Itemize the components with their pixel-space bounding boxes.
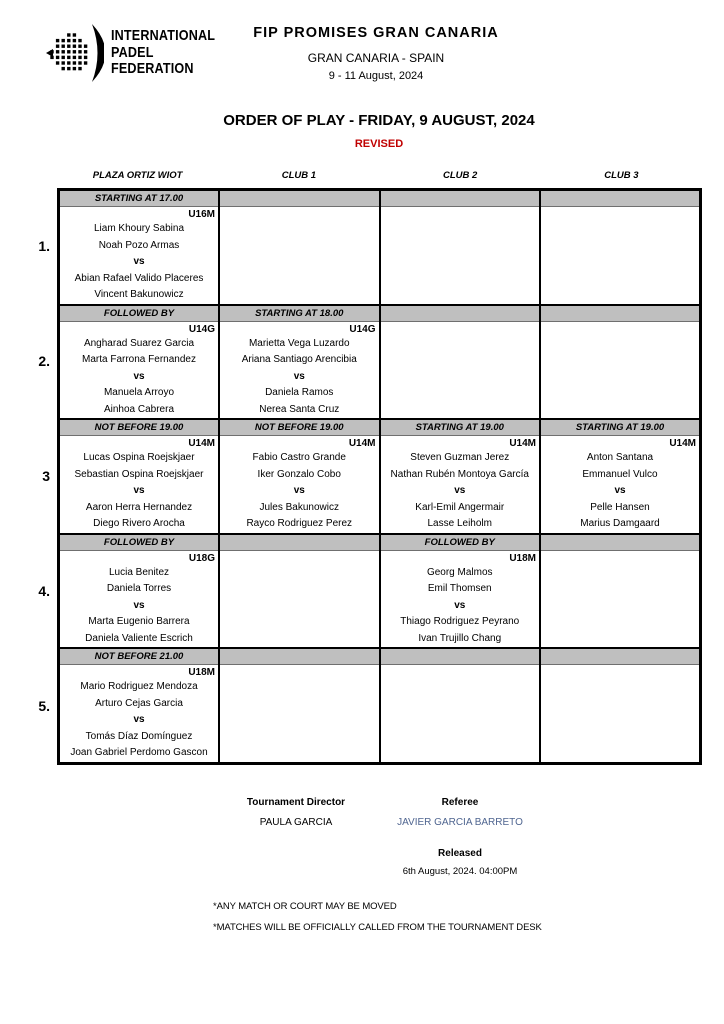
player-name: Karl-Emil Angermair	[415, 501, 505, 513]
player-name: Arturo Cejas Garcia	[95, 697, 183, 709]
player-name: Liam Khoury Sabina	[93, 223, 185, 234]
match-cell	[380, 550, 541, 648]
player-name: Diego Rivero Arocha	[93, 518, 185, 529]
vs-label: vs	[133, 714, 145, 725]
player-name: Daniela Torres	[106, 583, 172, 594]
player-name: Anton Santana	[586, 452, 654, 463]
session-time-label: NOT BEFORE 19.00	[254, 422, 344, 433]
vs-label: vs	[454, 485, 466, 496]
session-cell	[219, 190, 380, 207]
session-cell	[219, 419, 380, 436]
session-cell	[59, 190, 220, 207]
category-label: U14G	[188, 323, 215, 335]
player-name: Georg Malmos	[426, 566, 493, 578]
logo-line: PADEL	[111, 43, 154, 61]
player-name: Abian Rafael Valido Placeres	[74, 272, 204, 284]
match-cell	[540, 436, 701, 534]
match-row	[59, 321, 701, 419]
session-band-row	[59, 190, 701, 207]
footnote: *MATCHES WILL BE OFFICIALLY CALLED FROM THE TOURNAMENT DESK	[213, 922, 542, 933]
session-cell	[380, 534, 541, 551]
match-cell	[59, 665, 220, 764]
category-label: U18M	[509, 552, 536, 564]
player-name: Marius Damgaard	[580, 518, 660, 529]
row-number-2: 2.	[38, 353, 50, 369]
session-band-row	[59, 534, 701, 551]
player-name: Daniela Ramos	[265, 387, 334, 398]
session-time-label: NOT BEFORE 21.00	[94, 651, 184, 662]
player-name: Nathan Rubén Montoya García	[390, 468, 529, 480]
player-name: Lucas Ospina Roejskjaer	[83, 452, 195, 463]
session-cell	[59, 648, 220, 665]
session-cell	[219, 648, 380, 665]
category-label: U14G	[349, 323, 376, 335]
session-time-label: STARTING AT 19.00	[415, 422, 504, 433]
venue-header-2: CLUB 1	[281, 170, 317, 181]
match-cell	[380, 436, 541, 534]
player-name: Mario Rodriguez Mendoza	[80, 681, 198, 692]
session-cell	[219, 305, 380, 322]
session-cell	[380, 648, 541, 665]
session-cell	[540, 534, 701, 551]
match-cell	[219, 436, 380, 534]
session-cell	[540, 190, 701, 207]
vs-label: vs	[454, 599, 466, 611]
player-name: Daniela Valiente Escrich	[85, 632, 193, 644]
session-time-label: STARTING AT 19.00	[575, 422, 665, 433]
released-label: Released	[438, 848, 482, 859]
session-cell	[59, 305, 220, 322]
vs-label: vs	[133, 370, 145, 382]
match-cell	[59, 436, 220, 534]
player-name: Lucia Benitez	[108, 566, 170, 578]
match-cell	[540, 321, 701, 419]
player-name: Sebastian Ospina Roejskjaer	[74, 468, 204, 480]
match-cell	[380, 321, 541, 419]
match-cell	[59, 207, 220, 305]
tournament-director-name: PAULA GARCIA	[259, 817, 333, 828]
session-cell	[540, 419, 701, 436]
player-name: Marta Farrona Fernandez	[82, 354, 196, 365]
footnotes	[213, 896, 542, 938]
logo-line: FEDERATION	[111, 60, 194, 77]
event-dates: 9 - 11 August, 2024	[328, 70, 424, 82]
venue-header-3: CLUB 2	[442, 170, 478, 181]
player-name: Aaron Herra Hernandez	[85, 501, 193, 513]
player-name: Angharad Suarez Garcia	[83, 337, 195, 349]
match-cell	[219, 207, 380, 305]
category-label: U16M	[188, 209, 215, 220]
player-name: Ainhoa Cabrera	[103, 403, 175, 415]
footnote: *ANY MATCH OR COURT MAY BE MOVED	[213, 901, 397, 912]
event-location: GRAN CANARIA - SPAIN	[307, 51, 445, 65]
player-name: Emmanuel Vulco	[582, 468, 658, 480]
session-time-label: FOLLOWED BY	[103, 536, 175, 548]
match-row	[59, 665, 701, 764]
match-cell	[219, 550, 380, 648]
padel-racket-icon	[46, 20, 104, 86]
session-cell	[540, 648, 701, 665]
event-title: FIP PROMISES GRAN CANARIA	[253, 25, 499, 41]
event-header	[100, 25, 652, 82]
match-cell	[540, 550, 701, 648]
category-label: U14M	[348, 438, 376, 449]
player-name: Joan Gabriel Perdomo Gascon	[70, 747, 208, 758]
row-number-3: 3	[42, 468, 50, 484]
match-cell	[219, 321, 380, 419]
match-cell	[540, 665, 701, 764]
match-row	[59, 207, 701, 305]
category-label: U18M	[188, 667, 215, 678]
player-name: Pelle Hansen	[590, 501, 650, 513]
tournament-director-label: Tournament Director	[246, 797, 346, 808]
order-of-play-heading: ORDER OF PLAY - FRIDAY, 9 AUGUST, 2024	[223, 112, 535, 129]
session-time-label: NOT BEFORE 19.00	[94, 422, 184, 433]
player-name: Emil Thomsen	[427, 583, 492, 594]
player-name: Rayco Rodriguez Perez	[246, 518, 353, 529]
match-cell	[219, 665, 380, 764]
row-number-4: 4.	[38, 583, 50, 599]
session-cell	[219, 534, 380, 551]
player-name: Lasse Leiholm	[427, 518, 492, 529]
session-cell	[380, 419, 541, 436]
row-number-5: 5.	[38, 698, 50, 714]
player-name: Tomás Díaz Domínguez	[85, 730, 193, 742]
venue-header-4: CLUB 3	[604, 170, 639, 181]
match-row	[59, 436, 701, 534]
category-label: U14M	[509, 438, 536, 449]
row-number-1: 1.	[38, 238, 50, 254]
category-label: U14M	[669, 438, 696, 449]
match-cell	[380, 207, 541, 305]
session-band-row	[59, 648, 701, 665]
session-cell	[380, 305, 541, 322]
session-time-label: FOLLOWED BY	[103, 307, 175, 319]
player-name: Nerea Santa Cruz	[259, 403, 340, 415]
vs-label: vs	[293, 485, 305, 496]
match-cell	[380, 665, 541, 764]
referee-label: Referee	[441, 797, 479, 808]
player-name: Ivan Trujillo Chang	[418, 632, 502, 644]
player-name: Fabio Castro Grande	[252, 452, 346, 463]
player-name: Thiago Rodriguez Peyrano	[400, 616, 520, 627]
match-cell	[540, 207, 701, 305]
player-name: Ariana Santiago Arencibia	[241, 354, 357, 365]
venue-header-row	[57, 170, 702, 181]
session-time-label: STARTING AT 17.00	[94, 193, 184, 204]
revised-badge: REVISED	[354, 138, 404, 150]
match-cell	[59, 550, 220, 648]
player-name: Noah Pozo Armas	[98, 239, 180, 251]
player-name: Marta Eugenio Barrera	[88, 616, 190, 627]
session-time-label: STARTING AT 18.00	[255, 307, 344, 319]
player-name: Manuela Arroyo	[103, 387, 175, 398]
player-name: Iker Gonzalo Cobo	[257, 468, 341, 480]
player-name: Vincent Bakunowicz	[94, 289, 184, 300]
session-band-row	[59, 419, 701, 436]
player-name: Jules Bakunowicz	[259, 501, 339, 513]
vs-label: vs	[293, 370, 305, 382]
vs-label: vs	[133, 256, 145, 267]
logo-line: INTERNATIONAL	[111, 27, 216, 44]
session-cell	[540, 305, 701, 322]
session-cell	[59, 534, 220, 551]
session-time-label: FOLLOWED BY	[424, 536, 495, 548]
session-cell	[59, 419, 220, 436]
session-band-row	[59, 305, 701, 322]
player-name: Steven Guzman Jerez	[410, 452, 510, 463]
venue-header-1: PLAZA ORTIZ WIOT	[92, 170, 183, 181]
referee-name: JAVIER GARCIA BARRETO	[397, 817, 523, 828]
session-cell	[380, 190, 541, 207]
vs-label: vs	[133, 485, 145, 496]
order-of-play-table	[57, 188, 702, 765]
player-name: Marietta Vega Luzardo	[248, 337, 350, 349]
vs-label: vs	[614, 485, 626, 496]
match-cell	[59, 321, 220, 419]
category-label: U14M	[188, 438, 215, 449]
vs-label: vs	[133, 599, 145, 611]
released-timestamp: 6th August, 2024. 04:00PM	[402, 866, 518, 877]
category-label: U18G	[188, 552, 215, 564]
match-row	[59, 550, 701, 648]
